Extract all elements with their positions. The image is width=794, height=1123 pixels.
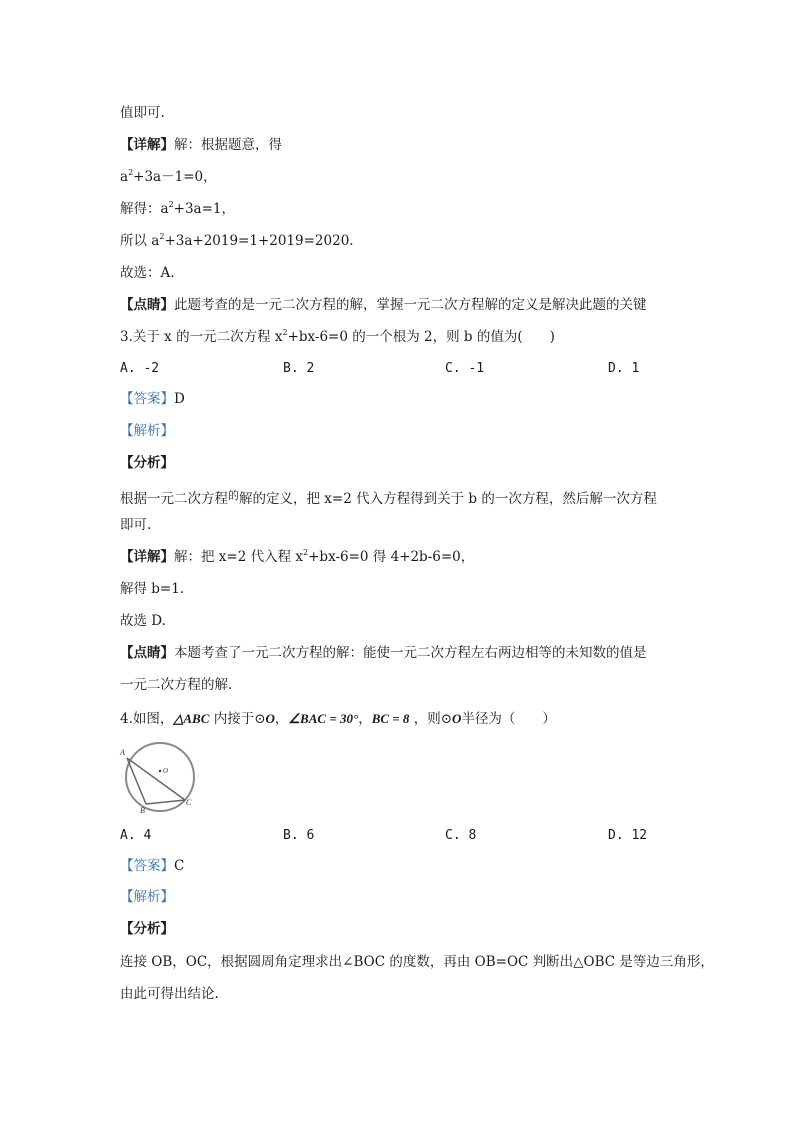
q3-stem-rest: +bx-6=0 的一个根为 2，则 b 的值为( ) — [287, 329, 555, 345]
q4-circle-o: O — [265, 711, 275, 726]
q4-angle: ∠BAC = 30° — [288, 711, 359, 726]
q2-detail-text: 解：根据题意，得 — [174, 137, 282, 153]
q2-continuation: 值即可. — [120, 105, 165, 121]
q2-equation-3 — [120, 232, 354, 250]
q4-analysis — [120, 888, 174, 906]
label-a: A — [120, 748, 125, 757]
q3-answer — [120, 390, 185, 408]
q3-option-d: D. 1 — [608, 361, 640, 376]
q4-fenxi-line2: 由此可得出结论. — [120, 986, 219, 1002]
q3-fenxi-text — [120, 487, 657, 508]
q3-fenxi-rest: 解的定义，把 x=2 代入方程得到关于 b 的一次方程，然后解一次方程 — [239, 491, 657, 507]
q4-triangle: △ABC — [173, 711, 210, 726]
q4-circle-o2: O — [452, 711, 462, 726]
q3-analysis-tag: 【解析】 — [120, 423, 174, 439]
q3-stem-exponent: 2 — [282, 328, 288, 337]
label-c: C — [186, 798, 192, 807]
center-point — [159, 770, 161, 772]
eq2-exponent: 2 — [168, 200, 174, 209]
q4-stem-pre: 4.如图， — [120, 711, 174, 727]
q4-fenxi-tag: 【分析】 — [120, 921, 174, 937]
q4-fenxi-text: 连接 OB，OC，根据圆周角定理求出∠BOC 的度数，再由 OB=OC 判断出△OBC 是等边三角形， — [120, 954, 714, 970]
q3-fenxi-line2: 即可. — [120, 517, 152, 533]
q4-stem-mid2: ，则⊙ — [409, 711, 453, 727]
q2-comment-text: 此题考查的是一元二次方程的解，掌握一元二次方程解的定义是解决此题的关键 — [174, 297, 647, 313]
q3-fenxi-tag: 【分析】 — [120, 455, 174, 471]
q2-equation-2 — [120, 200, 235, 218]
label-o: O — [163, 767, 169, 775]
q3-detail-pre: 解：把 x=2 代入程 x — [174, 549, 304, 565]
q4-circle-figure — [118, 742, 200, 814]
q4-answer — [120, 857, 184, 875]
eq3-exponent: 2 — [159, 232, 165, 241]
q3-detail-tag: 【详解】 — [120, 549, 174, 565]
q3-comment-text: 本题考查了一元二次方程的解：能使一元二次方程左右两边相等的未知数的值是 — [174, 645, 647, 661]
q2-detail-tag: 【详解】 — [120, 137, 174, 153]
q3-detail-rest: +bx-6=0 得 4+2b-6=0， — [308, 549, 475, 565]
q3-fenxi-de: 的 — [228, 489, 239, 502]
q4-option-d: D. 12 — [608, 828, 648, 843]
q2-choose: 故选：A. — [120, 265, 175, 281]
label-b: B — [140, 806, 145, 814]
q2-detail — [120, 136, 282, 154]
q3-answer-tag: 【答案】 — [120, 391, 174, 407]
q3-comment — [120, 644, 647, 662]
q4-comma1: ， — [274, 711, 289, 727]
q3-detail-exponent: 2 — [303, 548, 309, 557]
q3-analysis — [120, 422, 174, 440]
q4-bc: BC = 8 — [371, 711, 410, 726]
q3-answer-value: D — [174, 391, 185, 407]
side-bc — [146, 800, 185, 804]
q2-comment — [120, 296, 647, 314]
eq3-pre: 所以 a — [120, 233, 160, 249]
q4-option-c: C. 8 — [445, 828, 477, 843]
q4-answer-tag: 【答案】 — [120, 858, 174, 874]
q4-option-a: A. 4 — [120, 828, 152, 843]
q4-analysis-tag: 【解析】 — [120, 889, 174, 905]
q3-stem — [120, 328, 555, 346]
eq3-rest: +3a+2019=1+2019=2020. — [164, 233, 354, 249]
eq2-rest: +3a=1， — [173, 201, 236, 217]
q3-option-c: C. -1 — [445, 361, 485, 376]
q3-fenxi-pre: 根据一元二次方程 — [120, 491, 228, 507]
eq2-pre: 解得：a — [120, 201, 169, 217]
q3-comment-line2: 一元二次方程的解. — [120, 677, 233, 693]
q4-comma2: ， — [358, 711, 372, 727]
q4-answer-value: C — [174, 858, 185, 874]
eq1-rest: +3a－1=0， — [133, 169, 217, 185]
q3-option-b: B. 2 — [283, 361, 315, 376]
q4-stem-rest: 半径为（ ） — [461, 711, 556, 727]
q4-stem — [120, 710, 556, 728]
q3-choose: 故选 D. — [120, 613, 166, 629]
q4-stem-mid1: 内接于⊙ — [209, 711, 266, 727]
q4-option-b: B. 6 — [283, 828, 315, 843]
q3-solve: 解得 b=1. — [120, 581, 185, 597]
q3-stem-pre: 3.关于 x 的一元二次方程 x — [120, 329, 283, 345]
q3-fenxi — [120, 454, 174, 472]
q3-comment-tag: 【点睛】 — [120, 645, 174, 661]
eq1-var: a — [120, 169, 129, 185]
q2-comment-tag: 【点睛】 — [120, 297, 174, 313]
q3-detail — [120, 548, 474, 566]
q3-option-a: A. -2 — [120, 361, 160, 376]
q2-equation-1 — [120, 168, 217, 186]
q4-fenxi — [120, 920, 174, 938]
eq1-exponent: 2 — [128, 168, 134, 177]
